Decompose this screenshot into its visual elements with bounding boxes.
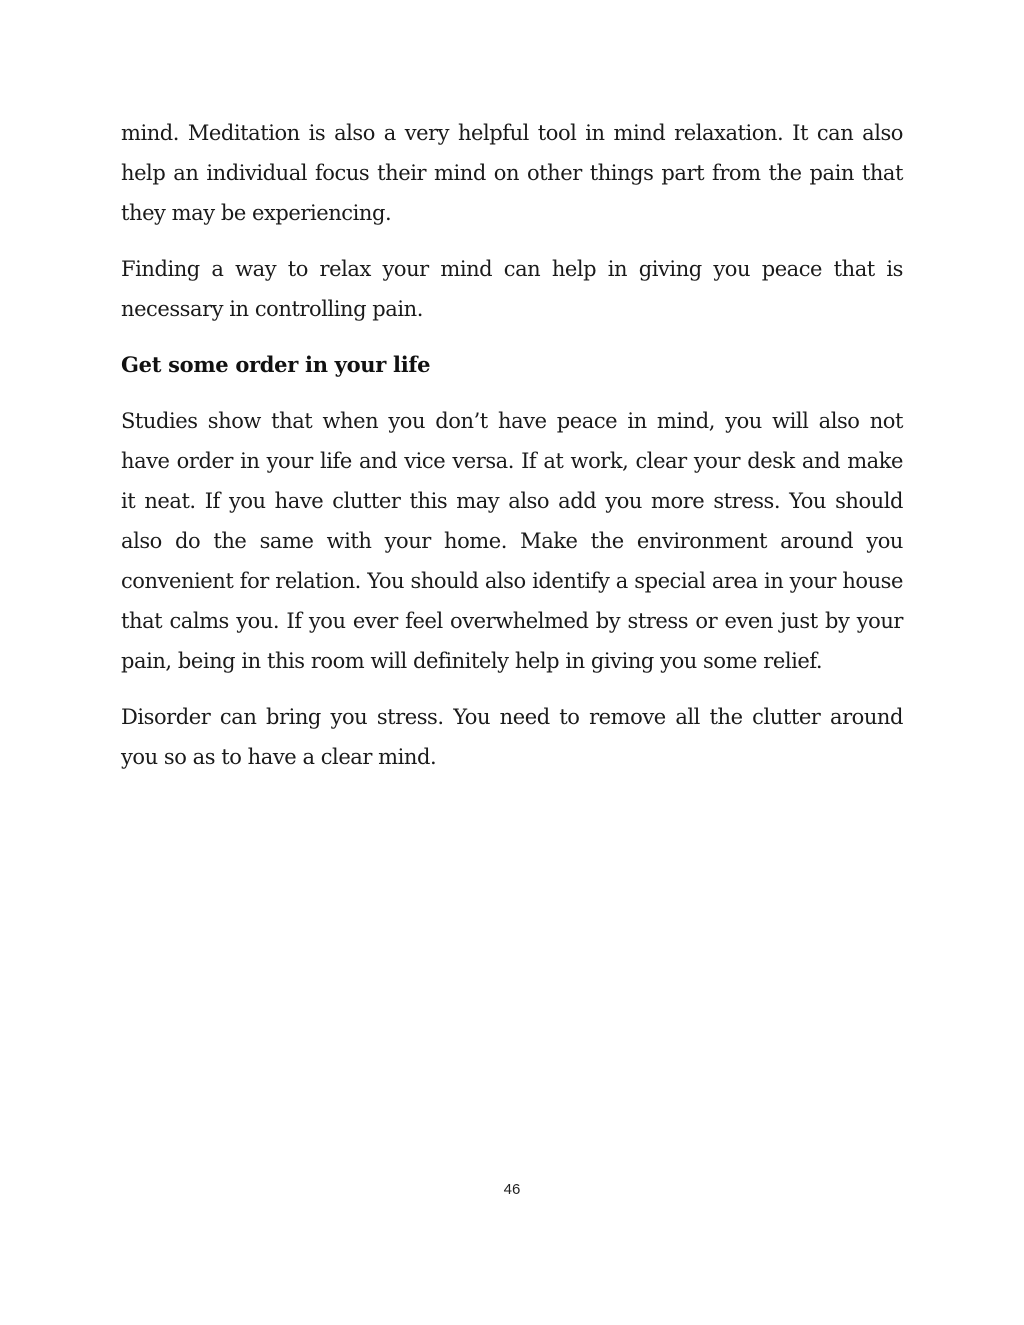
body-paragraph: Finding a way to relax your mind can help in giving you peace that is necessary in controlling pain. <box>121 257 903 321</box>
page-number: 46 <box>503 1181 521 1198</box>
section-heading: Get some order in your life <box>121 352 431 377</box>
body-paragraph: mind. Meditation is also a very helpful tool in mind relaxation. It can also help an individual focus their mind on other things part from the pain that they may be experiencing. <box>121 121 903 225</box>
body-paragraph: Disorder can bring you stress. You need to remove all the clutter around you so as to have a clear mind. <box>121 705 903 769</box>
body-paragraph: Studies show that when you don’t have peace in mind, you will also not have order in your life and vice versa. If at work, clear your desk and make it neat. If you have clutter this may also add you more stress. You should also do the same with your home. Make the environment around you convenient for relation. You should also identify a special area in your house that calms you. If you ever feel overwhelmed by stress or even just by your pain, being in this room will definitely help in giving you some relief. <box>121 409 903 673</box>
page-body <box>121 113 903 793</box>
